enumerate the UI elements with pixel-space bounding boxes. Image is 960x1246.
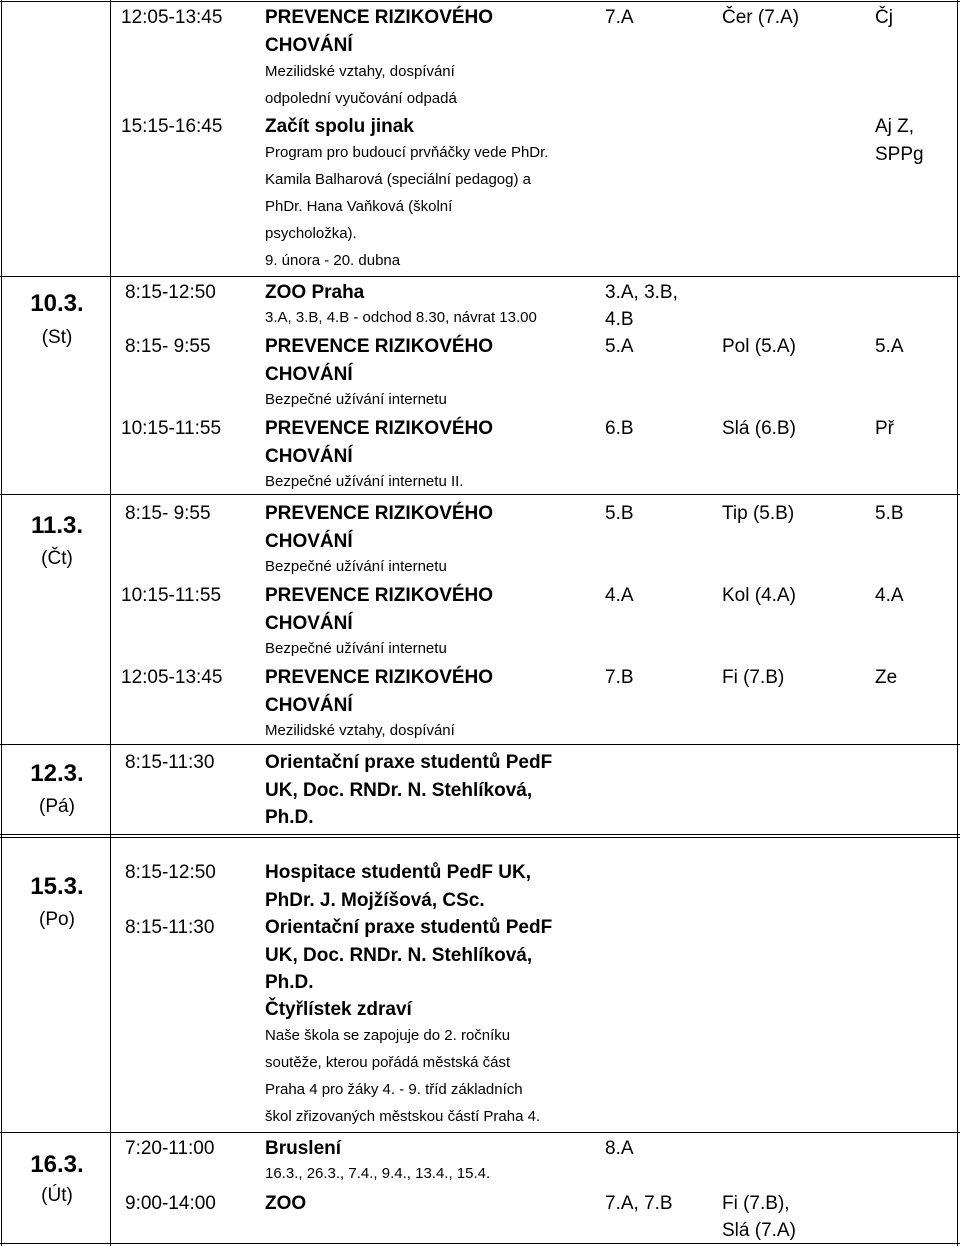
event-time: 8:15- 9:55: [125, 503, 211, 524]
event-teacher: Čer (7.A): [722, 7, 800, 28]
event-title: PREVENCE RIZIKOVÉHO: [265, 667, 494, 688]
event-time: 10:15-11:55: [121, 418, 222, 439]
event-time: 10:15-11:55: [121, 585, 222, 606]
event-title: CHOVÁNÍ: [265, 695, 353, 716]
day-of-week: (Čt): [41, 548, 73, 569]
event-title: Hospitace studentů PedF UK,: [265, 862, 532, 883]
event-description: Praha 4 pro žáky 4. - 9. tříd základních: [265, 1081, 523, 1098]
event-description: 3.A, 3.B, 4.B - odchod 8.30, návrat 13.00: [265, 309, 537, 326]
row-divider: [0, 744, 960, 745]
event-title: Začít spolu jinak: [265, 116, 414, 137]
event-time: 12:05-13:45: [121, 667, 223, 688]
event-title: CHOVÁNÍ: [265, 446, 353, 467]
event-teacher: Fi (7.B): [722, 667, 785, 688]
section-divider: [0, 834, 960, 835]
event-description: Bezpečné užívání internetu: [265, 391, 447, 408]
table-right-border: [957, 0, 958, 1246]
event-title: Orientační praxe studentů PedF: [265, 752, 553, 773]
event-title: PREVENCE RIZIKOVÉHO: [265, 418, 494, 439]
event-time: 8:15-11:30: [125, 917, 215, 938]
event-time: 8:15-11:30: [125, 752, 215, 773]
day-date: 10.3.: [30, 290, 84, 317]
section-divider: [0, 837, 960, 838]
event-description: Program pro budoucí prvňáčky vede PhDr.: [265, 144, 549, 161]
event-class: 8.A: [605, 1138, 634, 1159]
event-time: 9:00-14:00: [125, 1193, 216, 1214]
event-teacher: Slá (7.A): [722, 1220, 796, 1241]
event-teacher: Fi (7.B),: [722, 1193, 790, 1214]
event-title: PREVENCE RIZIKOVÉHO: [265, 336, 494, 357]
table-top-border: [0, 1, 960, 2]
event-teacher: Slá (6.B): [722, 418, 796, 439]
event-description: odpolední vyučování odpadá: [265, 90, 457, 107]
event-class: 5.A: [605, 336, 634, 357]
day-of-week: (Po): [39, 909, 75, 930]
day-date: 12.3.: [30, 760, 84, 787]
event-title: ZOO: [265, 1193, 307, 1214]
event-description: škol zřizovaných městskou částí Praha 4.: [265, 1108, 541, 1125]
event-time: 8:15-12:50: [125, 282, 216, 303]
event-title: UK, Doc. RNDr. N. Stehlíková,: [265, 780, 533, 801]
event-title: PhDr. J. Mojžíšová, CSc.: [265, 890, 485, 911]
event-subject: SPPg: [875, 144, 924, 165]
event-description: Mezilidské vztahy, dospívání: [265, 63, 455, 80]
event-class: 7.A, 7.B: [605, 1193, 673, 1214]
event-title: ZOO Praha: [265, 282, 365, 303]
day-date: 11.3.: [30, 512, 84, 539]
event-title: PREVENCE RIZIKOVÉHO: [265, 503, 494, 524]
event-class: 6.B: [605, 418, 634, 439]
event-class: 7.B: [605, 667, 634, 688]
table-bottom-border: [0, 1243, 960, 1244]
event-title: CHOVÁNÍ: [265, 531, 353, 552]
event-description: Naše škola se zapojuje do 2. ročníku: [265, 1027, 511, 1044]
event-description: 9. února - 20. dubna: [265, 252, 401, 269]
day-date: 16.3.: [30, 1151, 84, 1178]
day-of-week: (St): [41, 327, 73, 348]
event-subject: 5.B: [875, 503, 904, 524]
event-title: CHOVÁNÍ: [265, 35, 353, 56]
event-title: UK, Doc. RNDr. N. Stehlíková,: [265, 945, 533, 966]
event-description: Kamila Balharová (speciální pedagog) a: [265, 171, 531, 188]
event-teacher: Tip (5.B): [722, 503, 795, 524]
event-title: PREVENCE RIZIKOVÉHO: [265, 7, 494, 28]
event-subject: 5.A: [875, 336, 904, 357]
row-divider: [0, 494, 960, 495]
event-teacher: Kol (4.A): [722, 585, 796, 606]
event-title: PREVENCE RIZIKOVÉHO: [265, 585, 494, 606]
day-of-week: (Út): [41, 1185, 73, 1206]
row-divider: [0, 1132, 960, 1133]
event-title: Ph.D.: [265, 807, 314, 828]
event-title: Ph.D.: [265, 972, 314, 993]
event-class: 4.B: [605, 309, 634, 330]
day-of-week: (Pá): [39, 796, 75, 817]
event-time: 12:05-13:45: [121, 7, 223, 28]
event-subject: Aj Z,: [875, 116, 915, 137]
event-class: 3.A, 3.B,: [605, 282, 678, 303]
event-description: Mezilidské vztahy, dospívání: [265, 722, 455, 739]
event-subject: Př: [875, 418, 894, 439]
event-subject: Ze: [875, 667, 898, 688]
event-subject: Čj: [875, 7, 893, 28]
event-title: Čtyřlístek zdraví: [265, 999, 412, 1020]
event-class: 5.B: [605, 503, 634, 524]
event-description: Bezpečné užívání internetu: [265, 640, 447, 657]
event-description: soutěže, kterou pořádá městská část: [265, 1054, 511, 1071]
event-description: psycholožka).: [265, 225, 357, 242]
day-date: 15.3.: [30, 873, 84, 900]
event-teacher: Pol (5.A): [722, 336, 796, 357]
event-description: Bezpečné užívání internetu: [265, 558, 447, 575]
event-subject: 4.A: [875, 585, 904, 606]
table-left-border: [1, 0, 2, 1246]
event-title: Bruslení: [265, 1138, 342, 1159]
event-time: 15:15-16:45: [121, 116, 223, 137]
event-description: Bezpečné užívání internetu II.: [265, 473, 464, 490]
event-class: 7.A: [605, 7, 634, 28]
event-description: PhDr. Hana Vaňková (školní: [265, 198, 453, 215]
event-title: Orientační praxe studentů PedF: [265, 917, 553, 938]
event-time: 8:15-12:50: [125, 862, 216, 883]
event-description: 16.3., 26.3., 7.4., 9.4., 13.4., 15.4.: [265, 1165, 491, 1182]
event-time: 7:20-11:00: [125, 1138, 215, 1159]
event-title: CHOVÁNÍ: [265, 364, 353, 385]
column-divider: [110, 0, 111, 1246]
event-time: 8:15- 9:55: [125, 336, 211, 357]
event-class: 4.A: [605, 585, 634, 606]
row-divider: [0, 276, 960, 277]
event-title: CHOVÁNÍ: [265, 613, 353, 634]
